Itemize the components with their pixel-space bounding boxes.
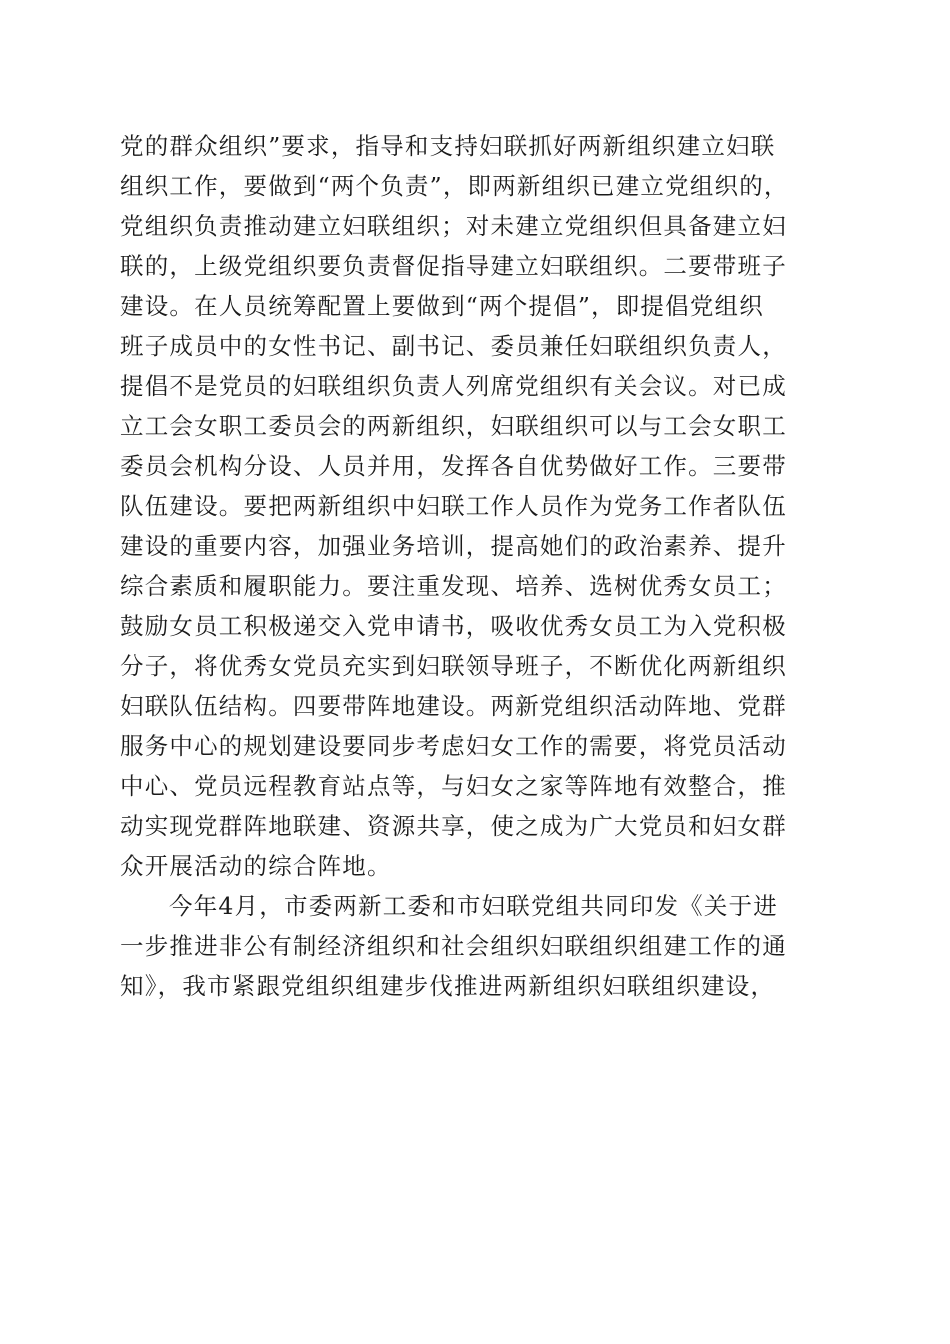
text-line: 队伍建设。要把两新组织中妇联工作人员作为党务工作者队伍 xyxy=(120,492,787,520)
text-line: 众开展活动的综合阵地。 xyxy=(120,852,392,880)
text-line: 鼓励女员工积极递交入党申请书，吸收优秀女员工为入党积极 xyxy=(120,612,787,640)
text-line: 一步推进非公有制经济组织和社会组织妇联组织组建工作的通 xyxy=(120,932,787,960)
text-line: 立工会女职工委员会的两新组织，妇联组织可以与工会女职工 xyxy=(120,412,787,440)
text-line: 党组织负责推动建立妇联组织；对未建立党组织但具备建立妇 xyxy=(120,212,787,240)
text-line: 动实现党群阵地联建、资源共享，使之成为广大党员和妇女群 xyxy=(120,812,787,840)
text-line: 提倡不是党员的妇联组织负责人列席党组织有关会议。对已成 xyxy=(120,372,787,400)
body-text xyxy=(120,126,832,1006)
text-line: 妇联队伍结构。四要带阵地建设。两新党组织活动阵地、党群 xyxy=(120,692,787,720)
text-line: 综合素质和履职能力。要注重发现、培养、选树优秀女员工； xyxy=(120,572,787,600)
text-line: 分子，将优秀女党员充实到妇联领导班子，不断优化两新组织 xyxy=(120,652,787,680)
text-line: 党的群众组织”要求，指导和支持妇联抓好两新组织建立妇联 xyxy=(120,132,776,160)
text-line: 组织工作，要做到“两个负责”，即两新组织已建立党组织的， xyxy=(120,172,789,200)
text-line: 班子成员中的女性书记、副书记、委员兼任妇联组织负责人， xyxy=(120,332,787,360)
text-line: 委员会机构分设、人员并用，发挥各自优势做好工作。三要带 xyxy=(120,452,787,480)
text-line: 服务中心的规划建设要同步考虑妇女工作的需要，将党员活动 xyxy=(120,732,787,760)
text-line: 建设的重要内容，加强业务培训，提高她们的政治素养、提升 xyxy=(120,532,787,560)
text-line: 建设。在人员统筹配置上要做到“两个提倡”，即提倡党组织 xyxy=(120,292,764,320)
text-line: 中心、党员远程教育站点等，与妇女之家等阵地有效整合，推 xyxy=(120,772,787,800)
text-line: 联的，上级党组织要负责督促指导建立妇联组织。二要带班子 xyxy=(120,252,787,280)
text-line: 知》，我市紧跟党组织组建步伐推进两新组织妇联组织建设， xyxy=(120,972,776,1000)
paragraph-first-line: 今年4月，市委两新工委和市妇联党组共同印发《关于进 xyxy=(169,892,778,920)
